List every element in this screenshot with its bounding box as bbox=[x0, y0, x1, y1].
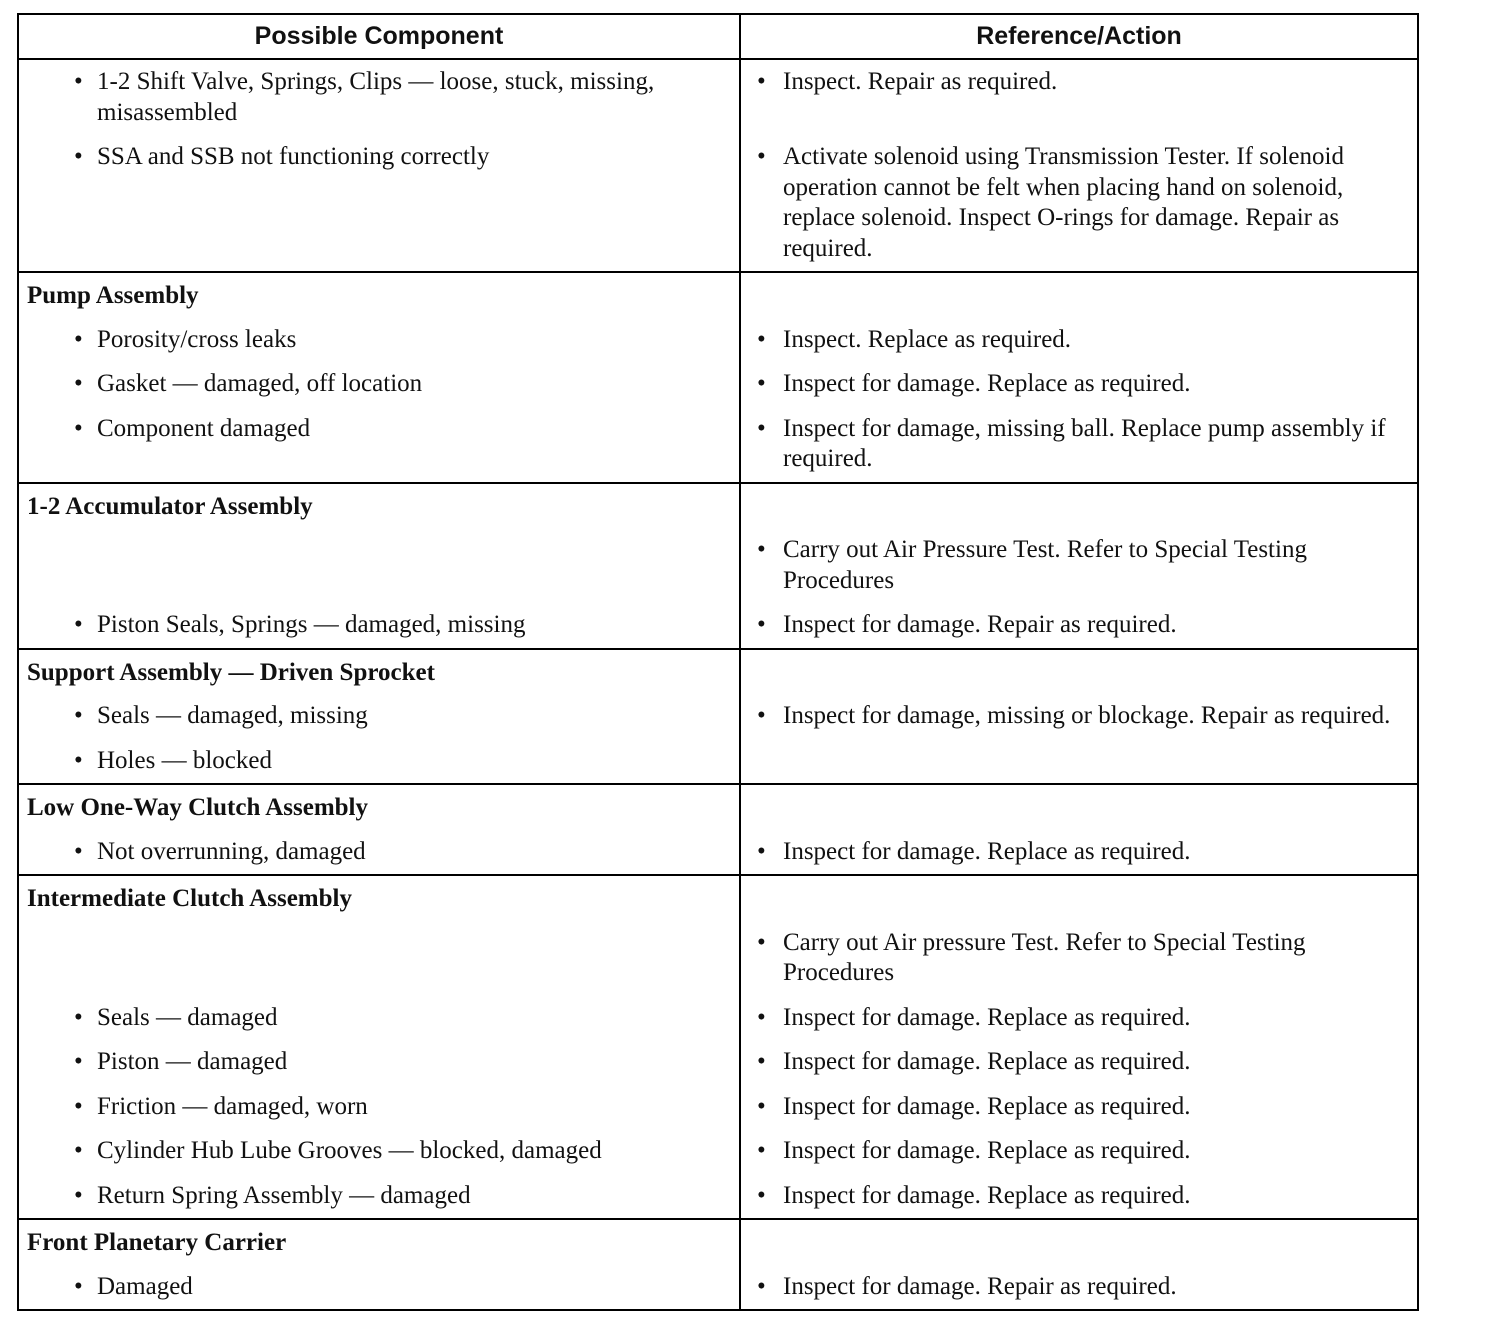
group-heading-action-cell bbox=[740, 784, 1418, 830]
bullet-icon: • bbox=[74, 370, 83, 397]
action-text: Inspect for damage. Replace as required. bbox=[783, 837, 1191, 865]
bullet-icon: • bbox=[757, 1092, 766, 1120]
action-item bbox=[741, 1040, 1417, 1085]
column-header-action: Reference/Action bbox=[740, 14, 1418, 59]
bullet-icon: • bbox=[757, 143, 766, 170]
component-cell bbox=[18, 1085, 740, 1130]
component-item bbox=[19, 318, 739, 363]
component-item bbox=[19, 830, 739, 875]
action-cell bbox=[740, 1129, 1418, 1174]
table-row bbox=[18, 1174, 1418, 1220]
bullet-icon: • bbox=[757, 1272, 766, 1300]
component-cell bbox=[18, 694, 740, 739]
table-row bbox=[18, 996, 1418, 1041]
component-item bbox=[19, 1129, 739, 1174]
table-row bbox=[18, 1040, 1418, 1085]
table-row bbox=[18, 694, 1418, 739]
action-item bbox=[741, 1129, 1417, 1174]
group-heading: Front Planetary Carrier bbox=[27, 1229, 287, 1256]
group-heading-cell bbox=[18, 784, 740, 830]
group-heading-row bbox=[18, 483, 1418, 529]
component-cell bbox=[18, 59, 740, 135]
component-item bbox=[19, 996, 739, 1041]
action-item bbox=[741, 921, 1417, 996]
bullet-icon: • bbox=[757, 325, 766, 353]
bullet-icon: • bbox=[74, 414, 83, 442]
component-cell bbox=[18, 528, 740, 603]
action-text: Activate solenoid using Transmission Tester. If solenoid operation cannot be felt when placing hand on solenoid, replace solenoid. Inspect O-rings for damage. Repair as required. bbox=[783, 143, 1344, 262]
group-heading-cell bbox=[18, 1219, 740, 1265]
action-item bbox=[741, 60, 1417, 105]
component-item bbox=[19, 603, 739, 648]
table-row bbox=[18, 528, 1418, 603]
group-heading-row bbox=[18, 875, 1418, 921]
table-row bbox=[18, 1085, 1418, 1130]
action-cell bbox=[740, 407, 1418, 483]
diagnosis-table bbox=[17, 13, 1419, 1311]
component-cell bbox=[18, 1265, 740, 1311]
action-cell bbox=[740, 1040, 1418, 1085]
table-row bbox=[18, 318, 1418, 363]
column-header-component: Possible Component bbox=[18, 14, 740, 59]
component-item bbox=[19, 1085, 739, 1130]
table-row bbox=[18, 603, 1418, 649]
group-heading: Low One-Way Clutch Assembly bbox=[27, 794, 369, 821]
action-cell bbox=[740, 694, 1418, 739]
group-heading-action-cell bbox=[740, 649, 1418, 695]
component-cell bbox=[18, 830, 740, 876]
component-cell bbox=[18, 739, 740, 785]
action-item bbox=[741, 135, 1417, 271]
table-row bbox=[18, 362, 1418, 407]
component-item bbox=[19, 1265, 739, 1310]
bullet-icon: • bbox=[757, 536, 766, 563]
bullet-icon: • bbox=[757, 414, 766, 442]
bullet-icon: • bbox=[74, 1272, 83, 1300]
group-heading: 1-2 Accumulator Assembly bbox=[27, 492, 313, 520]
action-text: Inspect for damage. Replace as required. bbox=[783, 1092, 1191, 1120]
action-cell bbox=[740, 59, 1418, 135]
action-text: Carry out Air pressure Test. Refer to Special Testing Procedures bbox=[783, 928, 1306, 986]
bullet-icon: • bbox=[757, 1048, 766, 1075]
component-text: Cylinder Hub Lube Grooves — blocked, damaged bbox=[97, 1137, 602, 1164]
bullet-icon: • bbox=[74, 68, 83, 95]
component-text: Porosity/cross leaks bbox=[97, 325, 297, 353]
group-heading-row bbox=[18, 1219, 1418, 1265]
action-item bbox=[741, 996, 1417, 1041]
table-row bbox=[18, 59, 1418, 135]
group-heading-row bbox=[18, 272, 1418, 318]
group-heading-row bbox=[18, 784, 1418, 830]
table-row bbox=[18, 407, 1418, 483]
group-heading-row bbox=[18, 649, 1418, 695]
bullet-icon: • bbox=[74, 1048, 83, 1075]
bullet-icon: • bbox=[757, 702, 766, 729]
component-cell bbox=[18, 921, 740, 996]
component-text: 1-2 Shift Valve, Springs, Clips — loose, stuck, missing, misassembled bbox=[97, 68, 655, 126]
action-cell bbox=[740, 996, 1418, 1041]
action-text: Carry out Air Pressure Test. Refer to Special Testing Procedures bbox=[783, 536, 1307, 594]
component-item bbox=[19, 407, 739, 452]
action-item bbox=[741, 694, 1417, 739]
component-text: Gasket — damaged, off location bbox=[97, 370, 423, 397]
component-cell bbox=[18, 1129, 740, 1174]
bullet-icon: • bbox=[74, 746, 83, 774]
action-cell bbox=[740, 830, 1418, 876]
table-row bbox=[18, 135, 1418, 272]
group-heading-action-cell bbox=[740, 272, 1418, 318]
action-item bbox=[741, 830, 1417, 875]
component-item bbox=[19, 362, 739, 407]
bullet-icon: • bbox=[757, 370, 766, 397]
action-cell bbox=[740, 362, 1418, 407]
group-heading-action-cell bbox=[740, 875, 1418, 921]
action-item bbox=[741, 1174, 1417, 1219]
action-item bbox=[741, 1265, 1417, 1310]
component-text: Piston — damaged bbox=[97, 1048, 288, 1075]
component-text: Damaged bbox=[97, 1272, 193, 1300]
group-heading: Support Assembly — Driven Sprocket bbox=[27, 658, 435, 686]
component-cell bbox=[18, 318, 740, 363]
component-text: Friction — damaged, worn bbox=[97, 1092, 368, 1120]
bullet-icon: • bbox=[74, 837, 83, 865]
action-item bbox=[741, 407, 1417, 482]
bullet-icon: • bbox=[757, 611, 766, 638]
diagnosis-table-container bbox=[17, 13, 1417, 1311]
table-row bbox=[18, 1129, 1418, 1174]
bullet-icon: • bbox=[757, 1137, 766, 1164]
component-item bbox=[19, 1174, 739, 1219]
table-row bbox=[18, 1265, 1418, 1311]
table-row bbox=[18, 921, 1418, 996]
group-heading-action-cell bbox=[740, 1219, 1418, 1265]
action-cell bbox=[740, 921, 1418, 996]
component-text: Holes — blocked bbox=[97, 746, 272, 774]
action-text: Inspect for damage. Replace as required. bbox=[783, 1003, 1191, 1031]
table-row bbox=[18, 830, 1418, 876]
action-item bbox=[741, 603, 1417, 648]
action-cell bbox=[740, 528, 1418, 603]
group-heading-cell bbox=[18, 272, 740, 318]
component-cell bbox=[18, 362, 740, 407]
action-text: Inspect. Repair as required. bbox=[783, 68, 1058, 95]
bullet-icon: • bbox=[74, 1137, 83, 1164]
action-text: Inspect for damage, missing ball. Replace pump assembly if required. bbox=[783, 414, 1386, 472]
component-cell bbox=[18, 603, 740, 649]
component-item bbox=[19, 135, 739, 180]
action-cell bbox=[740, 318, 1418, 363]
action-item bbox=[741, 318, 1417, 363]
action-text: Inspect for damage. Replace as required. bbox=[783, 1137, 1191, 1164]
group-heading-cell bbox=[18, 483, 740, 529]
action-item bbox=[741, 362, 1417, 407]
group-heading-cell bbox=[18, 649, 740, 695]
component-text: Seals — damaged, missing bbox=[97, 702, 368, 729]
bullet-icon: • bbox=[757, 837, 766, 865]
action-text: Inspect for damage. Replace as required. bbox=[783, 1181, 1191, 1209]
action-cell bbox=[740, 1174, 1418, 1220]
action-cell bbox=[740, 603, 1418, 649]
component-cell bbox=[18, 1040, 740, 1085]
action-text: Inspect for damage, missing or blockage. Repair as required. bbox=[783, 702, 1391, 729]
action-cell bbox=[740, 1265, 1418, 1311]
action-text: Inspect for damage. Repair as required. bbox=[783, 1272, 1177, 1300]
component-text: SSA and SSB not functioning correctly bbox=[97, 143, 490, 170]
bullet-icon: • bbox=[757, 928, 766, 956]
bullet-icon: • bbox=[74, 143, 83, 170]
bullet-icon: • bbox=[74, 1003, 83, 1031]
table-body bbox=[18, 59, 1418, 1310]
action-cell bbox=[740, 135, 1418, 272]
bullet-icon: • bbox=[757, 1003, 766, 1031]
bullet-icon: • bbox=[74, 1181, 83, 1209]
component-cell bbox=[18, 135, 740, 272]
action-text: Inspect for damage. Replace as required. bbox=[783, 370, 1191, 397]
action-text: Inspect. Replace as required. bbox=[783, 325, 1072, 353]
group-heading-cell bbox=[18, 875, 740, 921]
component-item bbox=[19, 694, 739, 739]
action-item bbox=[741, 1085, 1417, 1130]
component-cell bbox=[18, 996, 740, 1041]
component-cell bbox=[18, 1174, 740, 1220]
component-cell bbox=[18, 407, 740, 483]
action-text: Inspect for damage. Repair as required. bbox=[783, 611, 1177, 638]
group-heading: Pump Assembly bbox=[27, 282, 199, 309]
component-text: Piston Seals, Springs — damaged, missing bbox=[97, 611, 526, 638]
action-cell bbox=[740, 1085, 1418, 1130]
component-text: Component damaged bbox=[97, 414, 311, 442]
component-text: Return Spring Assembly — damaged bbox=[97, 1181, 471, 1209]
action-text: Inspect for damage. Replace as required. bbox=[783, 1048, 1191, 1075]
component-item bbox=[19, 739, 739, 784]
table-row bbox=[18, 739, 1418, 785]
component-item bbox=[19, 60, 739, 135]
group-heading: Intermediate Clutch Assembly bbox=[27, 885, 352, 912]
component-item bbox=[19, 1040, 739, 1085]
bullet-icon: • bbox=[74, 611, 83, 638]
bullet-icon: • bbox=[757, 1181, 766, 1209]
action-cell bbox=[740, 739, 1418, 785]
bullet-icon: • bbox=[74, 325, 83, 353]
component-text: Not overrunning, damaged bbox=[97, 837, 366, 865]
action-item bbox=[741, 528, 1417, 603]
bullet-icon: • bbox=[74, 1092, 83, 1120]
component-text: Seals — damaged bbox=[97, 1003, 278, 1031]
group-heading-action-cell bbox=[740, 483, 1418, 529]
bullet-icon: • bbox=[757, 68, 766, 95]
table-header-row bbox=[18, 14, 1418, 59]
bullet-icon: • bbox=[74, 702, 83, 729]
